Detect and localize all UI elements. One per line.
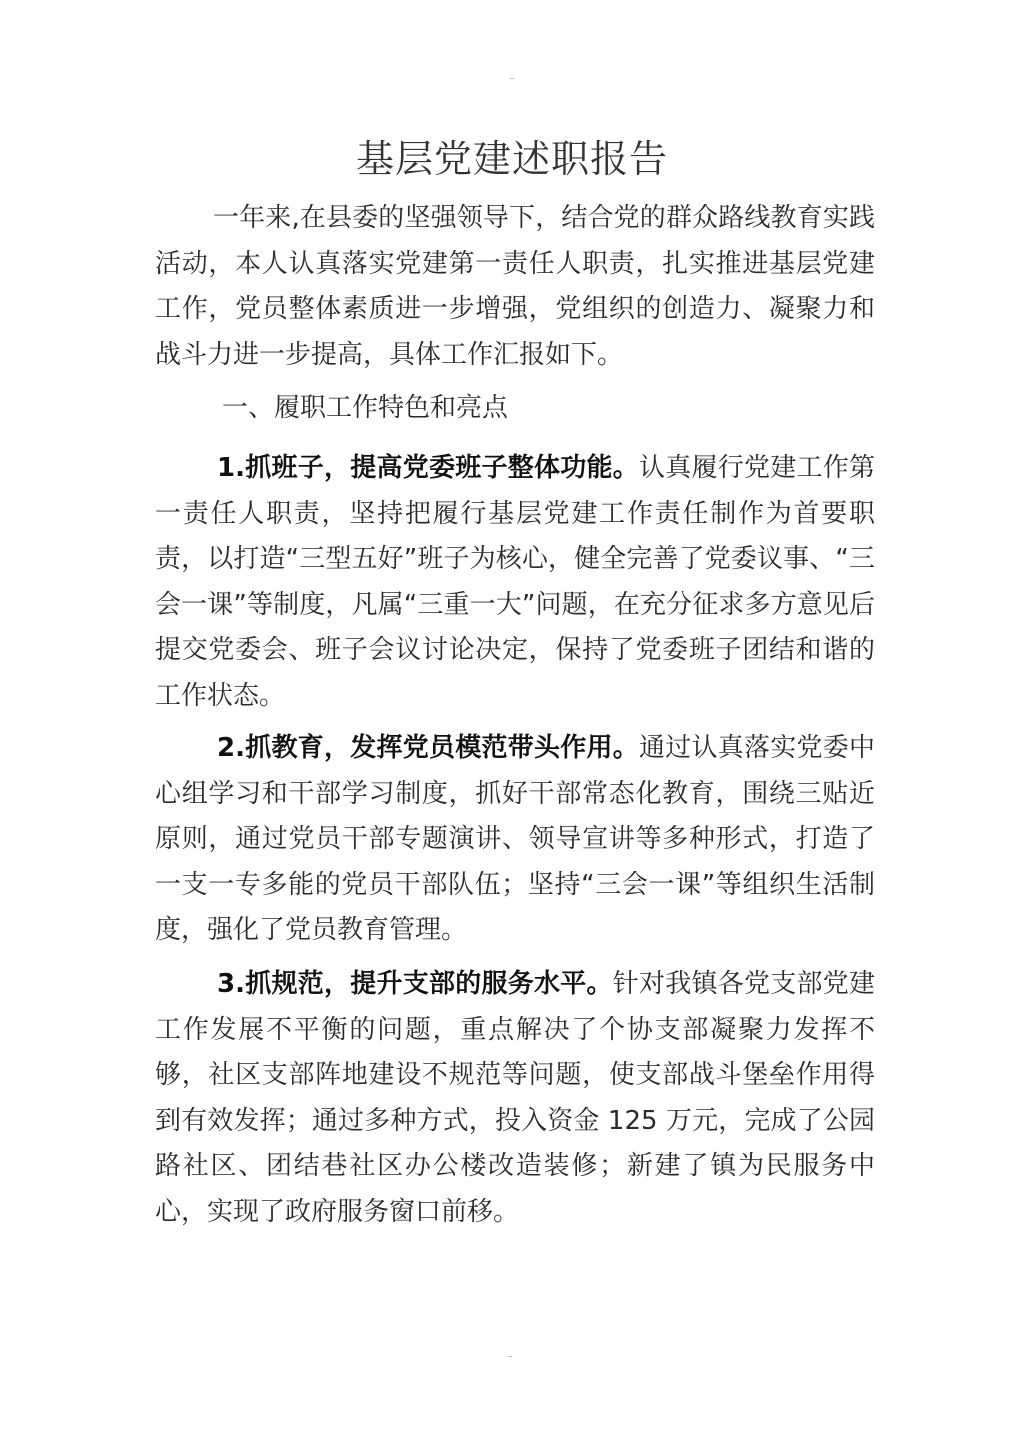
item-paragraph-2 bbox=[155, 726, 875, 954]
item-paragraph-3 bbox=[155, 962, 875, 1235]
section-heading: 一、履职工作特色和亮点 bbox=[222, 393, 509, 423]
item-lead: 3.抓规范，提升支部的服务水平。 bbox=[217, 969, 613, 999]
item-paragraph-1 bbox=[155, 446, 875, 719]
page-title: 基层党建述职报告 bbox=[355, 137, 668, 181]
item-text: 针对我镇各党支部党建工作发展不平衡的问题，重点解决了个协支部凝聚力发挥不够，社区支部阵地建设不规范等问题，使支部战斗堡垒作用得到有效发挥；通过多种方式，投入资金 125 万元，完成了公园路社区、团结巷社区办公楼改造装修；新建了镇为民服务中心，实现了政府服务窗口前移。 bbox=[155, 969, 875, 1227]
scan-speck bbox=[510, 78, 514, 79]
intro-paragraph: 一年来,在县委的坚强领导下，结合党的群众路线教育实践活动，本人认真落实党建第一责任人职责，扎实推进基层党建工作，党员整体素质进一步增强，党组织的创造力、凝聚力和战斗力进一步提高，具体工作汇报如下。 bbox=[155, 203, 875, 370]
item-text: 通过认真落实党委中心组学习和干部学习制度，抓好干部常态化教育，围绕三贴近原则，通过党员干部专题演讲、领导宣讲等多种形式，打造了一支一专多能的党员干部队伍；坚持“三会一课”等组织生活制度，强化了党员教育管理。 bbox=[155, 733, 875, 945]
item-lead: 2.抓教育，发挥党员模范带头作用。 bbox=[217, 733, 639, 763]
item-lead: 1.抓班子，提高党委班子整体功能。 bbox=[217, 453, 639, 483]
scan-speck bbox=[508, 1356, 512, 1357]
item-text: 认真履行党建工作第一责任人职责，坚持把履行基层党建工作责任制作为首要职责，以打造“三型五好”班子为核心，健全完善了党委议事、“三会一课”等制度，凡属“三重一大”问题，在充分征求多方意见后提交党委会、班子会议讨论决定，保持了党委班子团结和谐的工作状态。 bbox=[155, 453, 875, 711]
